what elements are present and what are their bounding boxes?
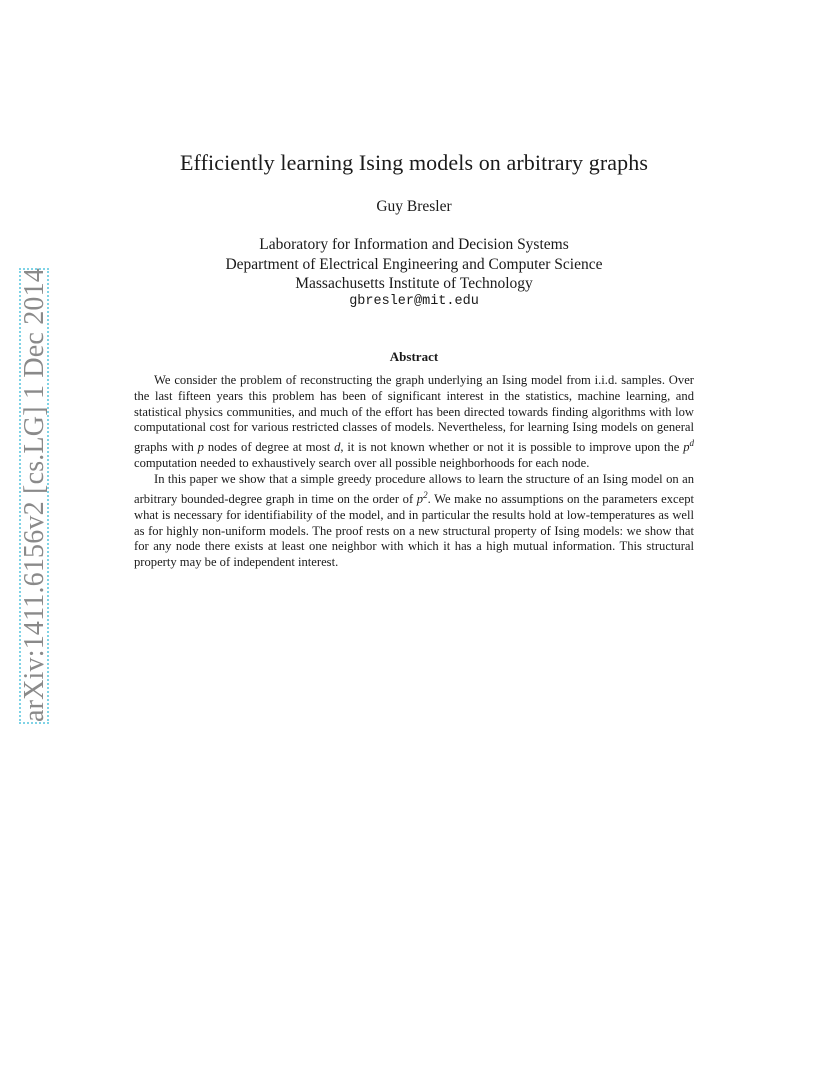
- affiliation-department: Department of Electrical Engineering and Computer Science: [225, 256, 603, 273]
- abstract-paragraph-2: In this paper we show that a simple greedy procedure allows to learn the structure of an Ising model on an arbitrary bounded-degree graph in time on the order of $p^2$. We make no assumptions on the parameters except what is necessary for identifiability of the model, and in particular the results hold at low-temperatures as well as for highly non-uniform models. The proof rests on a new structural property of Ising models: we show that for any node there exists at least one neighbor with which it has a high mutual information. This structural property may be of independent interest.: [134, 471, 694, 570]
- author-name: Guy Bresler: [376, 198, 452, 215]
- author-email: gbresler@mit.edu: [349, 294, 479, 309]
- abstract-paragraph-1: We consider the problem of reconstructing the graph underlying an Ising model from i.i.d. samples. Over the last fifteen years this problem has been of significant interest in the statistics, machine learning, and statistical physics communities, and much of the effort has been directed towards finding algorithms with low computational cost for various restricted classes of models. Nevertheless, for learning Ising models on general graphs with p nodes of degree at most d, it is not known whether or not it is possible to improve upon the $p^d$ computation needed to exhaustively search over all possible neighborhoods for each node.: [134, 373, 694, 471]
- abstract-heading: Abstract: [389, 349, 439, 364]
- arxiv-identifier: arXiv:1411.6156v2 [cs.LG] 1 Dec 2014: [19, 267, 50, 723]
- paper-title: Efficiently learning Ising models on arbitrary graphs: [180, 150, 648, 175]
- affiliation-institute: Massachusetts Institute of Technology: [295, 275, 533, 292]
- abstract-body: [134, 373, 694, 571]
- affiliation-lab: Laboratory for Information and Decision Systems: [259, 236, 569, 253]
